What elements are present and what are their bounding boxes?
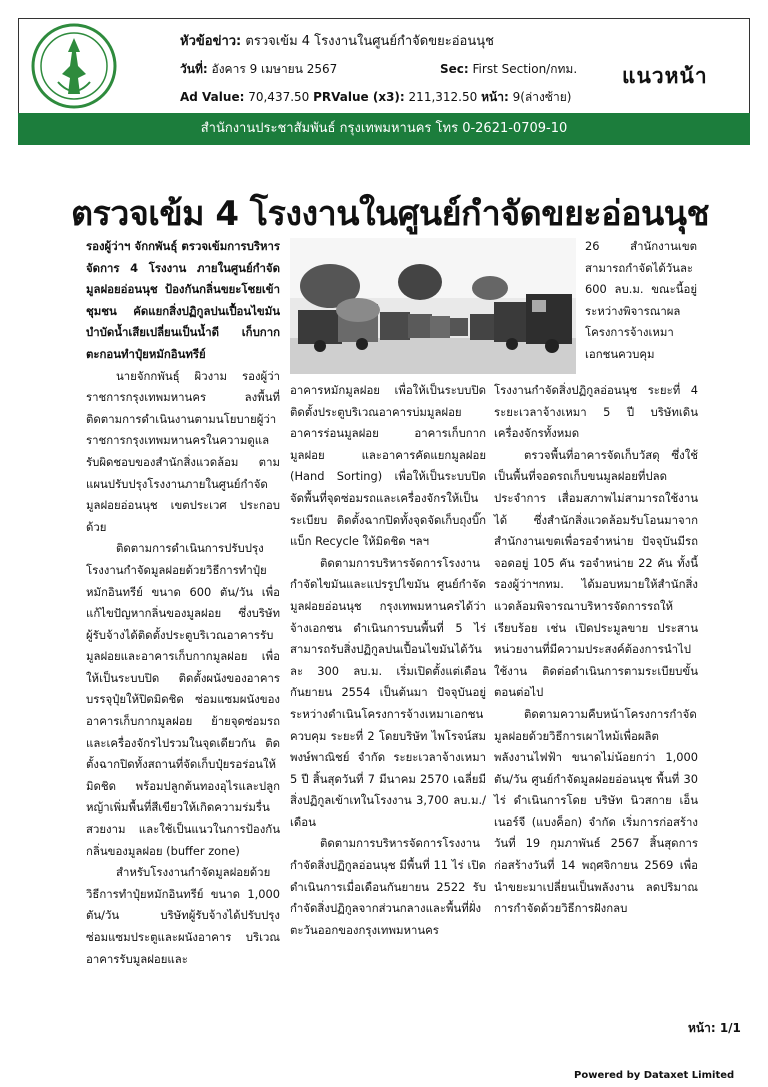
article-column-1 [86,236,280,966]
ad-value-label: Ad Value: [180,90,245,104]
page-value: 9(ล่างซ้าย) [512,90,572,104]
page-label: หน้า: [481,90,509,104]
headline-value: ตรวจเข้ม 4 โรงงานในศูนย์กำจัดขยะอ่อนนุช [245,34,494,49]
pr-value: 211,312.50 [408,90,478,104]
publication-name: แนวหน้า [622,64,708,88]
article-column-3 [494,380,698,916]
article-paragraph: 26 สำนักงานเขต สามารถกำจัดได้วันละ 600 ลบ.ม. ขณะนี้อยู่ระหว่างพิจารณาผลโครงการจ้างเหมาเอกชนควบคุม [585,239,697,361]
article-paragraph: ตรวจพื้นที่อาคารจัดเก็บวัสดุ ซึ่งใช้เป็นพื้นที่จอดรถเก็บขนมูลฝอยที่ปลดประจำการ เสื่อมสภาพไม่สามารถใช้งานได้ ซึ่งสำนักสิ่งแวดล้อมรับโอนมาจากสำนักงานเขตเพื่อรอจำหน่าย ปัจจุบันมีรถจอดอยู่ 105 คัน รอจำหน่าย 22 คัน ทั้งนี้ รองผู้ว่าฯกทม. ได้มอบหมายให้สำนักสิ่งแวดล้อมพิจารณาบริหารจัดการรถให้เรียบร้อย เช่น เปิดประมูลขาย ประสานหน่วยงานที่มีความประสงค์ต้องการนำไปใช้งาน ติดต่อดำเนินการตามระเบียบขั้นตอนต่อไป [494,447,698,700]
sec-label: Sec: [440,62,469,76]
bma-seal-logo [28,22,120,110]
article-paragraph: โรงงานกำจัดสิ่งปฏิกูลอ่อนนุช ระยะที่ 4 ระยะเวลาจ้างเหมา 5 ปี บริษัทเดินเครื่องจักรทั้งหมด [494,383,698,441]
article-paragraph: ติดตามการดำเนินการปรับปรุงโรงงานกำจัดมูลฝอยด้วยวิธีการทำปุ๋ยหมักอินทรีย์ ขนาด 600 ตัน/วัน เพื่อแก้ไขปัญหากลิ่นของมูลฝอย ซึ่งบริษัทผู้รับจ้างได้ติดตั้งประตูบริเวณอาคารรับมูลฝอยและอาคารเก็บกากมูลฝอย เพื่อให้เป็นระบบปิด ติดตั้งผนังของอาคารบรรจุปุ๋ยให้ปิดมิดชิด ซ่อมแซมผนังของอาคารเก็บกากมูลฝอย ย้ายจุดซ่อมรถและเครื่องจักรไปรวมในจุดเดียวกัน ติดตั้งฉากปิดทั้งสถานที่จัดเก็บปุ๋ยรอร่อนให้มิดชิด พร้อมปลูกต้นทองอุไรและปลูกหญ้าเพิ่มพื้นที่สีเขียวให้เกิดความร่มรื่นสวยงาม และใช้เป็นแนวในการป้องกันกลิ่นของมูลฝอย (buffer zone) [86,541,280,858]
powered-by: Powered by Dataxet Limited [574,1070,735,1081]
page-count: หน้า: 1/1 [688,1021,741,1035]
pr-value-label: PRValue (x3): [313,90,405,104]
value-meta [180,88,571,107]
article-column-2 [290,380,486,937]
headline-meta [180,30,494,51]
date-label: วันที่: [180,62,208,76]
sec-value: First Section/กทม. [472,62,578,76]
article-paragraph: ติดตามความคืบหน้าโครงการกำจัดมูลฝอยด้วยวิธีการเผาไหม้เพื่อผลิตพลังงานไฟฟ้า ขนาดไม่น้อยกว่า 1,000 ตัน/วัน ศูนย์กำจัดมูลฝอยอ่อนนุช พื้นที่ 30 ไร่ ดำเนินการโดย บริษัท นิวสกาย เอ็นเนอร์จี (แบงค็อก) จำกัด เริ่มการก่อสร้างวันที่ 19 กุมภาพันธ์ 2567 สิ้นสุดการก่อสร้างวันที่ 14 พฤศจิกายน 2569 เพื่อนำขยะมาเปลี่ยนเป็นพลังงาน ลดปริมาณการกำจัดด้วยวิธีการฝังกลบ [494,706,698,916]
article-lead: รองผู้ว่าฯ จักกพันธุ์ ตรวจเข้มการบริหารจัดการ 4 โรงงาน ภายในศูนย์กำจัดมูลฝอยอ่อนนุช ป้องกันกลิ่นขยะโชยเข้าชุมชน คัดแยกสิ่งปฏิกูลปนเปื้อนไขมัน บำบัดน้ำเสียเปลี่ยนเป็นน้ำดี เก็บกากตะกอนทำปุ๋ยหมักอินทรีย์ [86,239,280,361]
article-paragraph: สำหรับโรงงานกำจัดมูลฝอยด้วยวิธีการทำปุ๋ยหมักอินทรีย์ ขนาด 1,000 ตัน/วัน บริษัทผู้รับจ้างได้ปรับปรุงซ่อมแซมประตูและผนังอาคาร บริเวณอาคารรับมูลฝอยและ [86,865,280,966]
news-photo-trucks [290,238,576,374]
article-column-3-top [585,236,697,386]
headline-label: หัวข้อข่าว: [180,34,242,49]
article-title: ตรวจเข้ม 4 โรงงานในศูนย์กำจัดขยะอ่อนนุช [70,194,710,234]
article-paragraph: อาคารหมักมูลฝอย เพื่อให้เป็นระบบปิด ติดตั้งประตูบริเวณอาคารบ่มมูลฝอย อาคารร่อนมูลฝอย อาคารเก็บกากมูลฝอย และอาคารคัดแยกมูลฝอย (Hand Sorting) เพื่อให้เป็นระบบปิด จัดพื้นที่จุดซ่อมรถและเครื่องจักรให้เป็นระเบียบ ติดตั้งฉากปิดทั้งจุดจัดเก็บถุงบิ๊กแบ็ก Recycle ให้มิดชิด ฯลฯ [290,383,486,549]
ad-value: 70,437.50 [248,90,310,104]
date-value: อังคาร 9 เมษายน 2567 [211,62,338,76]
contact-banner: สำนักงานประชาสัมพันธ์ กรุงเทพมหานคร โทร 0-2621-0709-10 [18,113,750,145]
date-meta [180,60,337,79]
article-paragraph: นายจักกพันธุ์ ผิวงาม รองผู้ว่าราชการกรุงเทพมหานคร ลงพื้นที่ติดตามการดำเนินงานตามนโยบายผู้ว่าราชการกรุงเทพมหานครในความดูแลรับผิดชอบของสำนักสิ่งแวดล้อม ตามแผนปรับปรุงโรงงานภายในศูนย์กำจัดมูลฝอยอ่อนนุช เขตประเวศ ประกอบด้วย [86,368,280,534]
section-meta [440,60,577,79]
article-paragraph: ติดตามการบริหารจัดการโรงงานกำจัดสิ่งปฏิกูลอ่อนนุช มีพื้นที่ 11 ไร่ เปิดดำเนินการเมื่อเดือนกันยายน 2522 รับกำจัดสิ่งปฏิกูลจากส่วนกลางและพื้นที่ฝั่งตะวันออกของกรุงเทพมหานคร [290,836,486,937]
article-paragraph: ติดตามการบริหารจัดการโรงงานกำจัดไขมันและแปรรูปไขมัน ศูนย์กำจัดมูลฝอยอ่อนนุช กรุงเทพมหานครได้ว่าจ้างเอกชน ดำเนินการบนพื้นที่ 5 ไร่ สามารถรับสิ่งปฏิกูลปนเปื้อนไขมันได้วันละ 300 ลบ.ม. เริ่มเปิดตั้งแต่เดือนกันยายน 2554 เป็นต้นมา ปัจจุบันอยู่ระหว่างดำเนินโครงการจ้างเหมาเอกชนควบคุม ระยะที่ 2 โดยบริษัท ไพโรจน์สมพงษ์พาณิชย์ จำกัด ระยะเวลาจ้างเหมา 5 ปี สิ้นสุดวันที่ 7 มีนาคม 2570 เฉลี่ยมีสิ่งปฏิกูลเข้าเทในโรงงาน 3,700 ลบ.ม./เดือน [290,555,486,829]
